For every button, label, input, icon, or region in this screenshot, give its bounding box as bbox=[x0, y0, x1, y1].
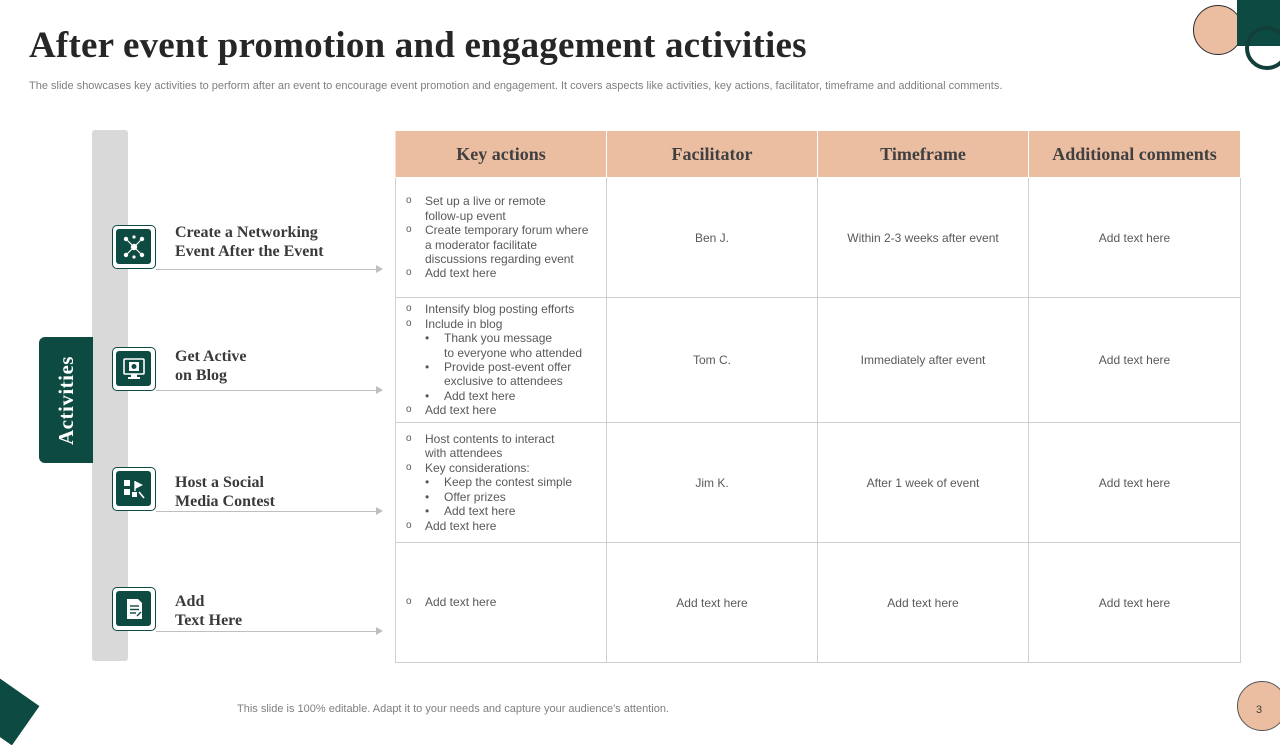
key-actions-cell bbox=[396, 298, 607, 423]
key-action-item: • Keep the contest simple bbox=[406, 475, 596, 489]
facilitator-cell: Tom C. bbox=[607, 298, 818, 423]
timeframe-cell: Within 2-3 weeks after event bbox=[818, 178, 1029, 298]
key-action-item: o Key considerations: bbox=[406, 461, 596, 475]
activities-label-wrap bbox=[39, 337, 93, 463]
key-action-item: o Add text here bbox=[406, 595, 596, 609]
key-action-item: • Provide post-event offer bbox=[406, 360, 596, 374]
networking-icon bbox=[116, 229, 151, 264]
key-action-item: o Intensify blog posting efforts bbox=[406, 302, 596, 316]
blog-icon bbox=[116, 351, 151, 386]
key-action-item: • Offer prizes bbox=[406, 490, 596, 504]
key-action-item: o Add text here bbox=[406, 403, 596, 417]
table-row bbox=[396, 543, 1241, 663]
table-row bbox=[396, 178, 1241, 298]
key-action-item: with attendees bbox=[425, 446, 503, 461]
activities-vertical-bar bbox=[92, 130, 128, 661]
key-action-item: follow-up event bbox=[425, 208, 506, 223]
table-row bbox=[396, 298, 1241, 423]
page-number: 3 bbox=[1255, 704, 1263, 716]
key-action-item: • Add text here bbox=[406, 389, 596, 403]
key-actions-cell bbox=[396, 178, 607, 298]
slide-subtitle: The slide showcases key activities to perform after an event to encourage event promotion and engagement. It covers aspects like activities, key actions, facilitator, timeframe and additional comments. bbox=[29, 80, 1003, 92]
decorative-circle bbox=[1193, 5, 1243, 55]
document-icon bbox=[116, 591, 151, 626]
key-action-item: a moderator facilitate bbox=[425, 237, 538, 252]
comments-cell: Add text here bbox=[1029, 298, 1241, 423]
comments-cell: Add text here bbox=[1029, 178, 1241, 298]
contest-icon bbox=[116, 471, 151, 506]
footer-note: This slide is 100% editable. Adapt it to your needs and capture your audience's attention. bbox=[237, 703, 669, 715]
activity-icon-box bbox=[112, 347, 156, 391]
activity-connector bbox=[156, 631, 378, 632]
key-action-item: discussions regarding event bbox=[425, 251, 574, 266]
activity-icon-box bbox=[112, 587, 156, 631]
activity-connector bbox=[156, 269, 378, 270]
facilitator-cell: Jim K. bbox=[607, 423, 818, 543]
activities-table bbox=[395, 130, 1241, 663]
header-key-actions: Key actions bbox=[396, 131, 607, 178]
arrow-head-icon bbox=[376, 265, 383, 273]
slide-title: After event promotion and engagement activities bbox=[29, 25, 807, 66]
key-action-item: o Set up a live or remote bbox=[406, 194, 596, 208]
table-header-row bbox=[396, 131, 1241, 178]
activity-connector bbox=[156, 511, 378, 512]
key-action-item: to everyone who attended bbox=[444, 345, 583, 360]
activity-title: Add Text Here bbox=[175, 593, 243, 629]
arrow-head-icon bbox=[376, 386, 383, 394]
timeframe-cell: Add text here bbox=[818, 543, 1029, 663]
key-actions-cell bbox=[396, 543, 607, 663]
activity-title: Create a Networking Event After the Event bbox=[175, 224, 324, 260]
key-action-item: o Add text here bbox=[406, 266, 596, 280]
key-action-item: o Add text here bbox=[406, 519, 596, 533]
key-action-item: o Host contents to interact bbox=[406, 432, 596, 446]
key-action-item: o Create temporary forum where bbox=[406, 223, 596, 237]
decorative-ring bbox=[1245, 26, 1280, 70]
key-action-item: o Include in blog bbox=[406, 317, 596, 331]
activity-connector bbox=[156, 390, 378, 391]
timeframe-cell: Immediately after event bbox=[818, 298, 1029, 423]
arrow-head-icon bbox=[376, 507, 383, 515]
activity-icon-box bbox=[112, 225, 156, 269]
arrow-head-icon bbox=[376, 627, 383, 635]
key-action-item: • Thank you message bbox=[406, 331, 596, 345]
timeframe-cell: After 1 week of event bbox=[818, 423, 1029, 543]
key-actions-cell bbox=[396, 423, 607, 543]
comments-cell: Add text here bbox=[1029, 423, 1241, 543]
key-action-item: • Add text here bbox=[406, 504, 596, 518]
facilitator-cell: Ben J. bbox=[607, 178, 818, 298]
activity-icon-box bbox=[112, 467, 156, 511]
activities-label: Activities bbox=[53, 355, 78, 445]
activity-title: Host a Social Media Contest bbox=[175, 474, 275, 510]
activity-title: Get Active on Blog bbox=[175, 348, 247, 384]
header-timeframe: Timeframe bbox=[818, 131, 1029, 178]
header-facilitator: Facilitator bbox=[607, 131, 818, 178]
header-additional-comments: Additional comments bbox=[1029, 131, 1241, 178]
facilitator-cell: Add text here bbox=[607, 543, 818, 663]
table-row bbox=[396, 423, 1241, 543]
comments-cell: Add text here bbox=[1029, 543, 1241, 663]
key-action-item: exclusive to attendees bbox=[444, 374, 563, 389]
